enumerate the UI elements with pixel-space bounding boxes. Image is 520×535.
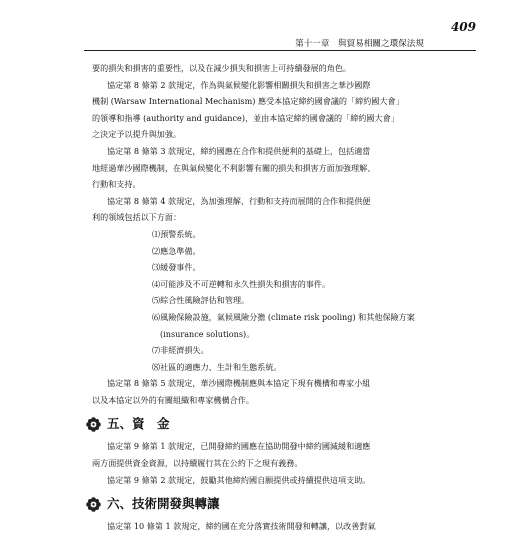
paragraph-line: 協定第 8 條第 3 款規定，締約國應在合作和提供便利的基礎上，包括適當 <box>107 145 371 156</box>
page-body <box>92 60 466 535</box>
paragraph-line: 要的損失和損害的重要性，以及在減少損失和損害上可持續發展的角色。 <box>92 63 352 73</box>
section-heading-6 <box>86 494 466 514</box>
paragraph-line: 兩方面提供資金資源，以持續履行其在公約下之現有義務。 <box>92 458 303 469</box>
list-item: ⑷可能涉及不可逆轉和永久性損失和損害的事件。 <box>152 278 331 289</box>
header-rule <box>84 50 476 51</box>
paragraph-line: 的領導和指導 (authority and guidance)，並由本協定締約國會議的「締約國大會」 <box>92 112 399 123</box>
paragraph-line: 之決定予以提升與加強。 <box>92 129 182 140</box>
paragraph-line: 協定第 8 條第 4 款規定，為加強理解、行動和支持而展開的合作和提供便 <box>107 195 371 206</box>
list-item-continuation: (insurance solutions)。 <box>160 328 255 339</box>
flower-bullet-icon <box>86 417 101 432</box>
list-item: ⑴預警系統。 <box>152 228 201 239</box>
list-item: ⑶緩發事件。 <box>152 262 201 273</box>
paragraph-line: 協定第 9 條第 1 款規定，已開發締約國應在協助開發中締約國減緩和適應 <box>107 441 371 452</box>
section-title: 五、資 金 <box>107 416 170 432</box>
list-item: ⑻社區的適應力、生計和生態系統。 <box>152 361 282 372</box>
paragraph-line: 行動和支持。 <box>92 179 141 190</box>
section-title: 六、技術開發與轉讓 <box>107 496 220 512</box>
paragraph-line: 協定第 10 條第 1 款規定，締約國在充分落實技術開發和轉讓，以改善對氣 <box>107 521 376 532</box>
paragraph-line: 協定第 8 條第 2 款規定，作為與氣候變化影響相關損失和損害之華沙國際 <box>107 79 371 90</box>
paragraph-line: 協定第 9 條第 2 款規定，鼓勵其他締約國自願提供或持續提供這項支助。 <box>107 474 371 485</box>
list-item: ⑺非經濟損失。 <box>152 345 209 356</box>
page-number: 409 <box>450 20 476 34</box>
section-heading-5 <box>86 414 466 434</box>
paragraph-line: 以及本協定以外的有關組織和專家機構合作。 <box>92 394 254 405</box>
list-item: ⑸綜合性風險評估和管理。 <box>152 295 250 306</box>
paragraph-line: 地經過華沙國際機制，在與氣候變化不利影響有關的損失和損害方面加強理解、 <box>92 162 376 173</box>
paragraph-line: 協定第 8 條第 5 款規定，華沙國際機制應與本協定下現有機構和專家小組 <box>107 378 371 389</box>
paragraph-line: 利的領域包括以下方面： <box>92 212 182 223</box>
list-item: ⑵應急準備。 <box>152 245 201 256</box>
paragraph-line: 機制 (Warsaw International Mechanism) 應受本協定締約國會議的「締約國大會」 <box>92 96 404 107</box>
running-head: 第十一章 與貿易相關之環保法規 <box>295 39 424 49</box>
list-item: ⑹風險保險設施，氣候風險分擔 (climate risk pooling) 和其他保險方案 <box>152 311 415 322</box>
flower-bullet-icon <box>86 497 101 512</box>
